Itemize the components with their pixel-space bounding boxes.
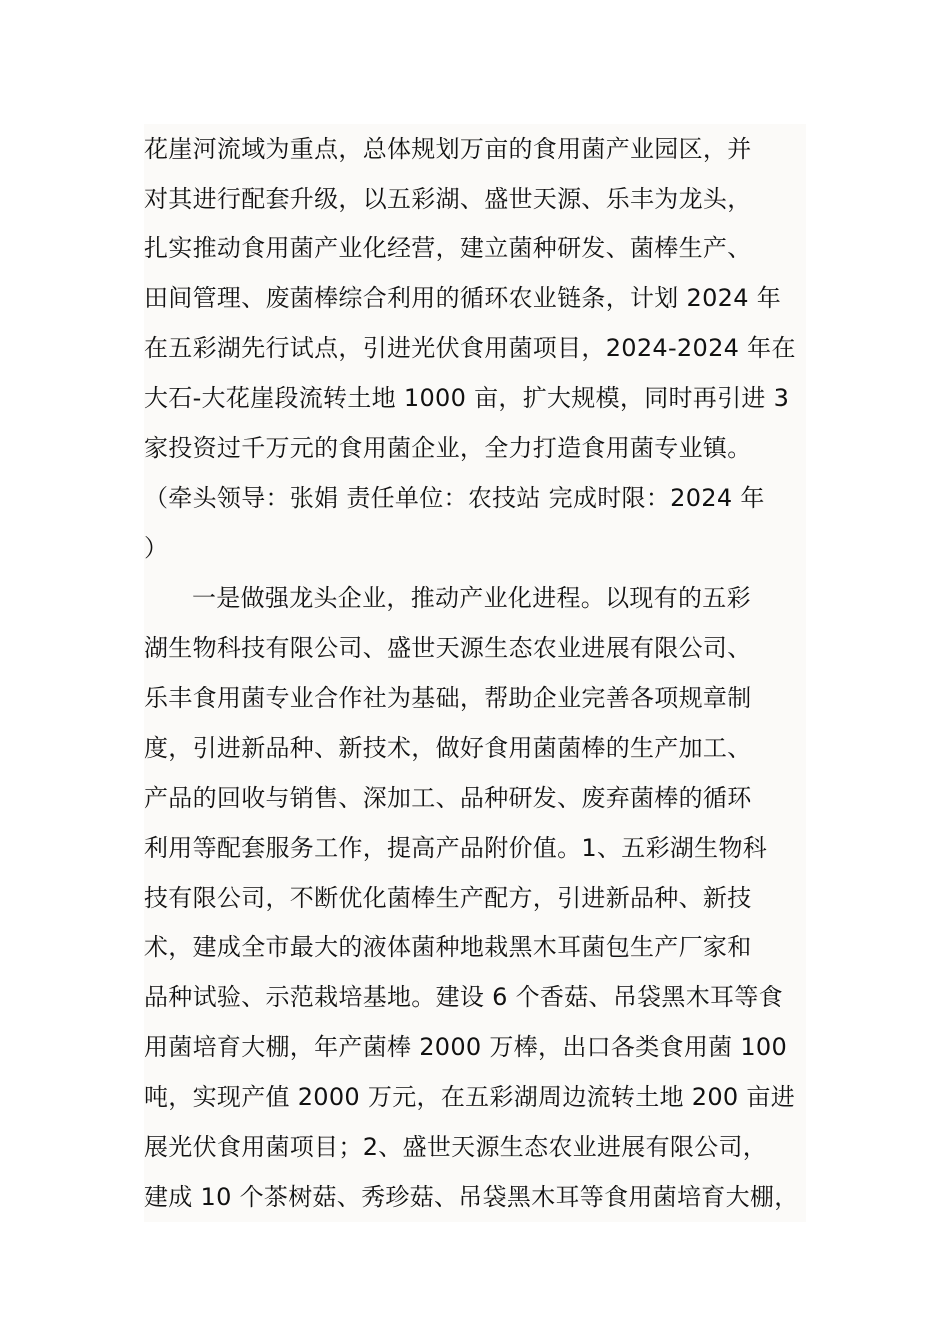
text-line: 技有限公司，不断优化菌棒生产配方，引进新品种、新技 — [144, 884, 752, 912]
text-line: 家投资过千万元的食用菌企业，全力打造食用菌专业镇。 — [144, 434, 752, 462]
text-line: ） — [144, 534, 169, 562]
text-line: 对其进行配套升级，以五彩湖、盛世天源、乐丰为龙头， — [144, 185, 752, 213]
text-line: 湖生物科技有限公司、盛世天源生态农业进展有限公司、 — [144, 634, 752, 662]
text-line: 在五彩湖先行试点，引进光伏食用菌项目，2024-2024 年在 — [144, 334, 796, 362]
document-body — [144, 124, 806, 1222]
text-line: （牵头领导：张娟 责任单位：农技站 完成时限：2024 年 — [144, 484, 765, 512]
text-line: 大石-大花崖段流转土地 1000 亩，扩大规模，同时再引进 3 — [144, 384, 790, 412]
text-line: 乐丰食用菌专业合作社为基础，帮助企业完善各项规章制 — [144, 684, 752, 712]
text-line: 用菌培育大棚，年产菌棒 2000 万棒，出口各类食用菌 100 — [144, 1033, 788, 1061]
text-line: 吨，实现产值 2000 万元，在五彩湖周边流转土地 200 亩进 — [144, 1083, 796, 1111]
text-line: 建成 10 个茶树菇、秀珍菇、吊袋黑木耳等食用菌培育大棚， — [144, 1183, 799, 1211]
text-line: 扎实推动食用菌产业化经营，建立菌种研发、菌棒生产、 — [144, 234, 752, 262]
text-line: 品种试验、示范栽培基地。建设 6 个香菇、吊袋黑木耳等食 — [144, 983, 783, 1011]
paragraph-first-line: 一是做强龙头企业，推动产业化进程。以现有的五彩 — [192, 584, 751, 612]
text-line: 花崖河流域为重点，总体规划万亩的食用菌产业园区，并 — [144, 135, 752, 163]
text-line: 利用等配套服务工作，提高产品附价值。1、五彩湖生物科 — [144, 834, 768, 862]
text-line: 展光伏食用菌项目；2、盛世天源生态农业进展有限公司， — [144, 1133, 768, 1161]
text-line: 度，引进新品种、新技术，做好食用菌菌棒的生产加工、 — [144, 734, 752, 762]
text-line: 田间管理、废菌棒综合利用的循环农业链条，计划 2024 年 — [144, 284, 782, 312]
text-line: 产品的回收与销售、深加工、品种研发、废弃菌棒的循环 — [144, 784, 752, 812]
text-line: 术，建成全市最大的液体菌种地栽黑木耳菌包生产厂家和 — [144, 933, 752, 961]
